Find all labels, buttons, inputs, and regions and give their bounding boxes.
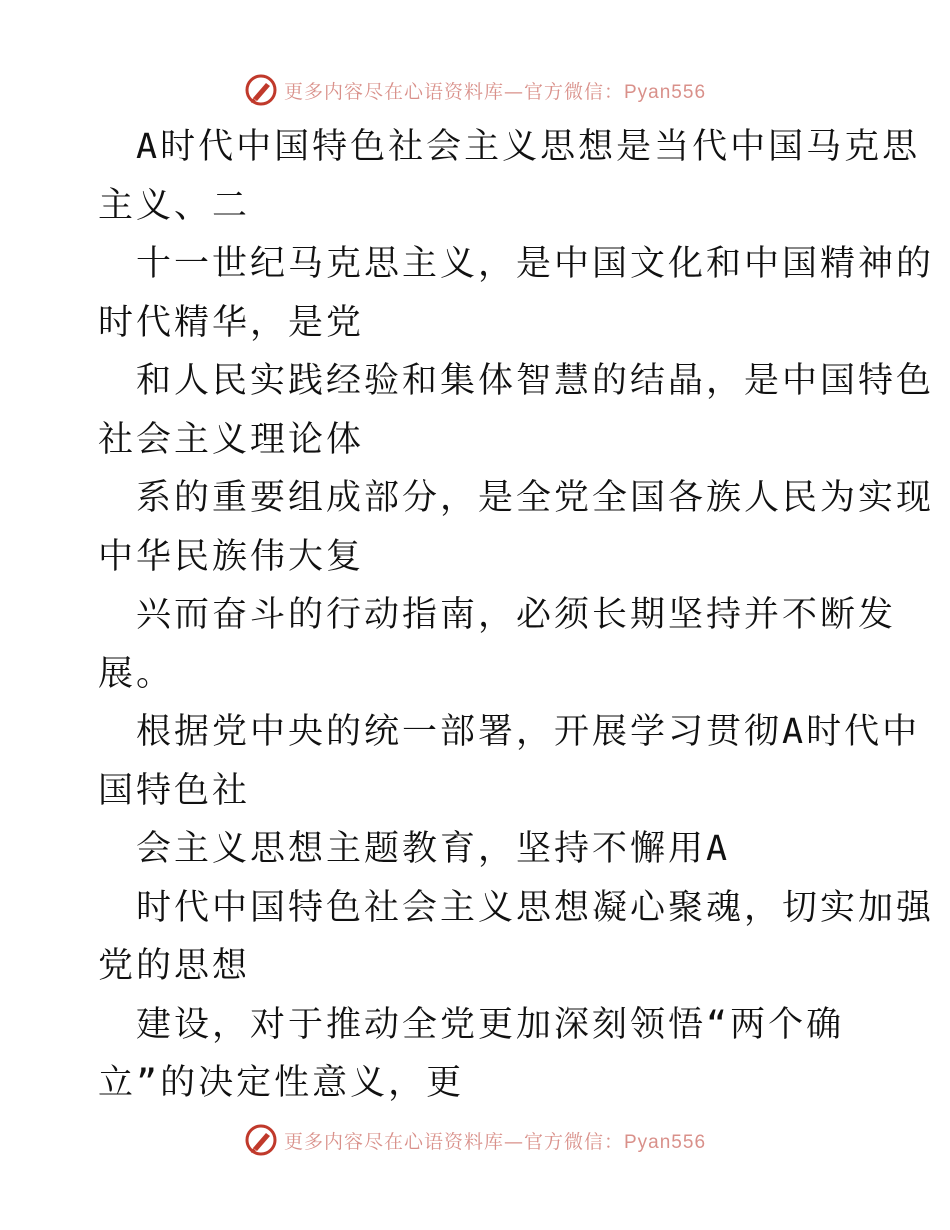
header-wechat-text: 官方微信：Pyan556: [524, 81, 707, 103]
text-line: 中华民族伟大复: [98, 536, 365, 577]
pen-logo-icon: [244, 1123, 278, 1157]
text-line: 十一世纪马克思主义，是中国文化和中国精神的: [136, 244, 935, 284]
text-line: 国特色社: [98, 770, 251, 811]
text-line: 主义、二: [98, 185, 251, 226]
text-line: 立”的决定性意义，更: [98, 1063, 465, 1103]
footer-site-text: 更多内容尽在心语资料库—: [283, 1130, 524, 1153]
text-line: 系的重要组成部分，是全党全国各族人民为实现: [136, 478, 935, 518]
text-line: 时代精华，是党: [98, 302, 365, 343]
text-line: 兴而奋斗的行动指南，必须长期坚持并不断发: [136, 595, 897, 635]
header-site-text: 更多内容尽在心语资料库—: [283, 80, 524, 103]
text-line: A时代中国特色社会主义思想是当代中国马克思: [136, 127, 921, 167]
text-line: 和人民实践经验和集体智慧的结晶，是中国特色: [136, 361, 935, 401]
footer-banner-text: [284, 1127, 706, 1154]
footer-wechat-text: 官方微信：Pyan556: [524, 1131, 707, 1153]
pen-logo-icon: [244, 73, 278, 107]
header-banner: [0, 70, 950, 110]
footer-banner: [0, 1120, 950, 1160]
text-line: 展。: [98, 653, 175, 694]
text-line: 建设，对于推动全党更加深刻领悟“两个确: [136, 1004, 845, 1045]
text-line: 会主义思想主题教育，坚持不懈用A: [136, 829, 731, 869]
text-line: 根据党中央的统一部署，开展学习贯彻A时代中: [136, 712, 921, 752]
header-banner-text: [284, 77, 706, 104]
text-line: 党的思想: [98, 946, 251, 986]
text-line: 社会主义理论体: [98, 419, 365, 460]
document-body: [98, 118, 935, 1113]
text-line: 时代中国特色社会主义思想凝心聚魂，切实加强: [136, 887, 935, 928]
